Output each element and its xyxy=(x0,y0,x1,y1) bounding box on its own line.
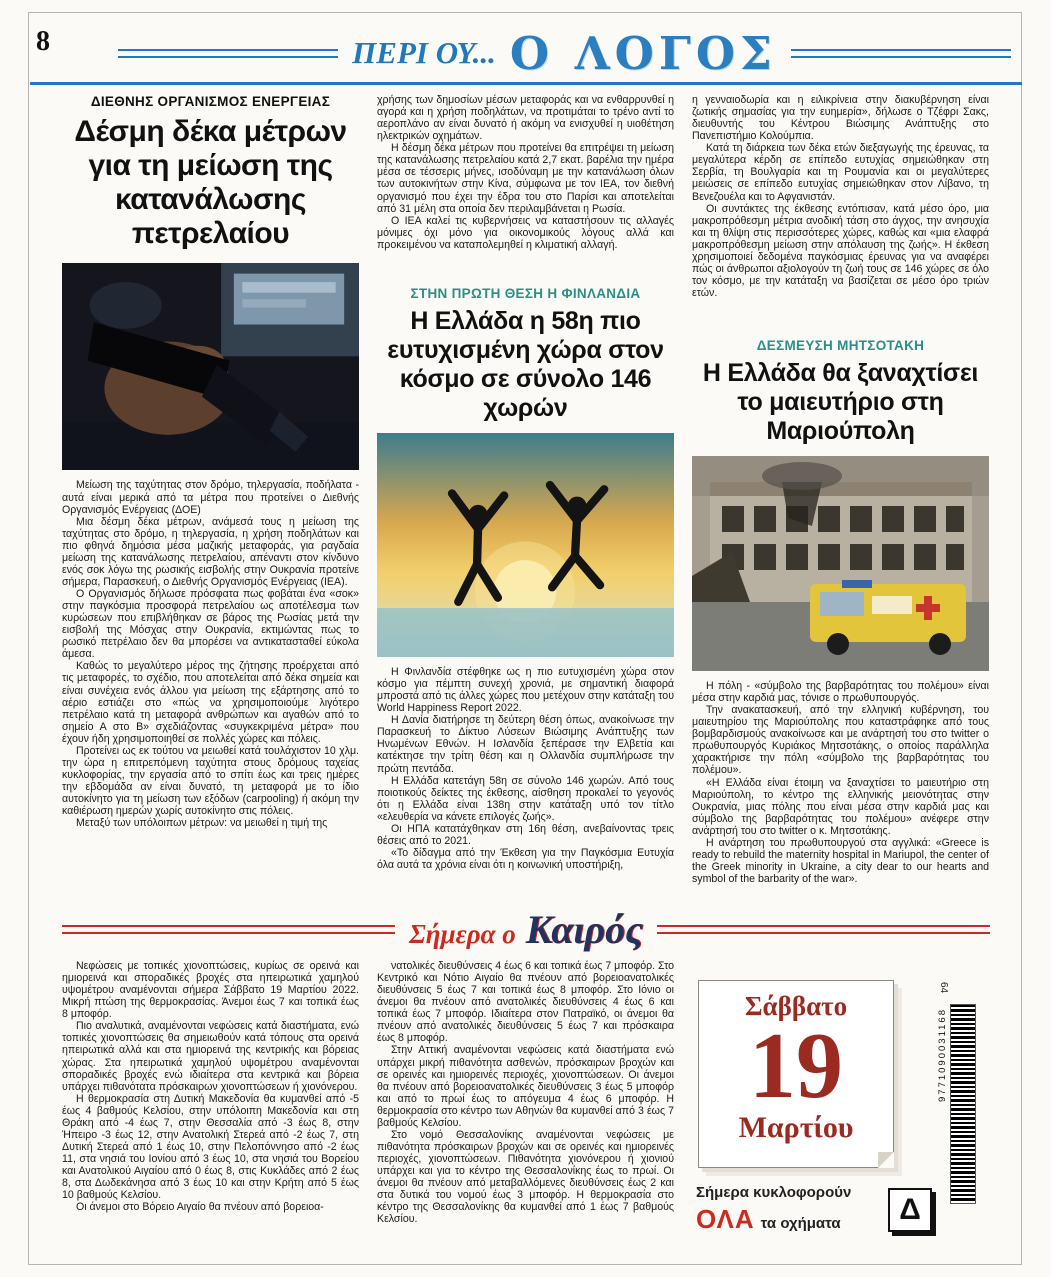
article-columns xyxy=(62,94,990,906)
body-paragraph: Την ανακατασκευή, από την ελληνική κυβέρνηση, του μαιευτηρίου της Μαριούπολης που καταστράφηκε από τους βομβαρδισμούς ανακοίνωσε και με ανάρτησή του στο twitter ο πρωθυπουργός Κυριάκος Μητσοτάκης, ο οποίος παράλληλα χαρακτήρισε την πόλη «σύμβολο της βαρβαρότητας του πολέμου». xyxy=(692,704,989,777)
mariupol-body xyxy=(692,680,989,885)
mariupol-headline: Η Ελλάδα θα ξαναχτίσει το μαιευτήριο στη Μαριούπολη xyxy=(702,359,979,445)
calendar-area xyxy=(692,958,990,1258)
issue-barcode xyxy=(932,981,976,1218)
happiness-body-continuation xyxy=(692,94,989,334)
body-paragraph: Οι ΗΠΑ κατατάχθηκαν στη 16η θέση, ανεβαίνοντας τρεις θέσεις από το 2021. xyxy=(377,822,674,847)
circulation-text xyxy=(696,1184,876,1235)
body-paragraph: Κατά τη διάρκεια των δέκα ετών διεξαγωγής της έρευνας, τα μεγαλύτερα κέρδη σε επίπεδο ευτυχίας σημειώθηκαν στη Σερβία, τη Βουλγαρία και τη Ρουμανία και οι μεγαλύτερες μειώσεις σε επίπεδο ευτυχίας σημειώθηκαν στον Λίβανο, τη Βενεζουέλα και το Αφγανιστάν. xyxy=(692,142,989,203)
weather-column-1 xyxy=(62,960,359,1256)
body-paragraph: Καθώς το μεγαλύτερο μέρος της ζήτησης προέρχεται από τις μεταφορές, το σχέδιο, που αποτελείται από δέκα σημεία και είναι συνέχεια ενός άλλου για μείωση της εξάρτησης από το αέριο εστιάζει στο «πώς να χρησιμοποιούμε λιγότερο πετρέλαιο κατά τη μεταφορά ανθρώπων και αγαθών από το σημείο Α στο Β» σχεδιάζοντας «συγκεκριμένα μέτρα» που έχουν ήδη χρησιμοποιηθεί σε πολλές χώρες και πόλεις. xyxy=(62,660,359,745)
body-paragraph: Η Ελλάδα κατετάγη 58η σε σύνολο 146 χωρών. Από τους ποιοτικούς δείκτες της έκθεσης, αίσθηση προκαλεί το γεγονός ότι η Ελλάδα είναι 138η στην κατάταξη υπό τον τίτλο «ελευθερία να κάνετε επιλογές ζωής». xyxy=(377,774,674,823)
body-paragraph: «Η Ελλάδα είναι έτοιμη να ξαναχτίσει το μαιευτήριο στη Μαριούπολη, το κέντρο της ελληνικής μειονότητας στην Ουκρανία, μιας πόλης που είναι μέσα στην καρδιά μας και σύμβολο της βαρβαρότητας του πολέμου» ανέφερε στην ανάρτησή του στο twitter ο κ. Μητσοτάκης. xyxy=(692,776,989,837)
masthead-right-rule xyxy=(791,49,1011,58)
circulation-line2 xyxy=(696,1203,876,1236)
weather-forecast-columns xyxy=(62,960,674,1256)
tear-off-calendar xyxy=(698,980,894,1168)
body-paragraph: Οι συντάκτες της έκθεσης εντόπισαν, κατά μέσο όρο, μια μακροπρόθεσμη μέτρια ανοδική τάση στο άγχος, την ανησυχία και τη θλίψη στις περισσότερες χώρες, καθώς και «μια ελαφρά μακροπρόθεσμη μείωση στην απόλαυση της ζωής». Η έκθεση χρησιμοποιεί δεδομένα παγκόσμιας έρευνας για να αναφέρει πώς οι άνθρωποι αξιολογούν τη ζωή τους σε 146 χώρες σε όλο τον κόσμο, με την κατάταξη να βασίζεται σε μέσο όρο τριών ετών. xyxy=(692,202,989,299)
fuel-pump-illustration xyxy=(62,263,359,471)
weather-title xyxy=(409,906,643,953)
calendar-date: 19 xyxy=(749,1014,843,1118)
calendar-month: Μαρτίου xyxy=(738,1111,854,1145)
fuel-pump-photo xyxy=(62,263,359,471)
weather-title-prefix: Σήμερα ο xyxy=(409,918,516,949)
body-paragraph: Οι άνεμοι στο Βόρειο Αιγαίο θα πνέουν από βορειοα- xyxy=(76,1201,324,1214)
section-masthead xyxy=(118,28,1011,78)
body-paragraph: «Το δίδαγμα από την Έκθεση για την Παγκόσμια Ευτυχία όλα αυτά τα χρόνια είναι ότι η κοινωνική υποστήριξη, xyxy=(377,846,674,872)
issue-code: 64 xyxy=(938,981,950,994)
masthead-newspaper-name: Ο ΛΟΓΟΣ xyxy=(509,26,777,80)
energy-body-col2 xyxy=(377,94,674,282)
body-paragraph: Η δέσμη δέκα μέτρων που προτείνει θα επιτρέψει τη μείωση της κατανάλωσης πετρελαίου κατά 2,7 εκατ. βαρέλια την ημέρα μέσα σε τέσσερις μήνες, ισοδύναμη με την κατανάλωση όλων των αυτοκινήτων στην Κίνα, σύμφωνα με τον ΙΕΑ, τον διεθνή οργανισμό που έχει την έδρα του στο Παρίσι και αποτελείται από 31 μέλη στα οποία δεν περιλαμβάνεται η Ρωσία. xyxy=(377,142,674,215)
header-divider-rule xyxy=(30,82,1022,85)
body-paragraph: Μεταξύ των υπόλοιπων μέτρων: να μειωθεί η τιμή της xyxy=(76,817,328,830)
circulation-all-label: ΟΛΑ xyxy=(696,1203,755,1234)
body-paragraph: Ο ΙΕΑ καλεί τις κυβερνήσεις να καταστήσουν τις αλλαγές μόνιμες όχι μόνο για οικονομικούς λόγους αλλά και προκειμένου να καταπολεμηθεί η κλιματική αλλαγή. xyxy=(377,214,674,251)
mariupol-hospital-photo xyxy=(692,456,989,671)
body-paragraph: Νεφώσεις με τοπικές χιονοπτώσεις, κυρίως σε ορεινά και ημιορεινά και σποραδικές βροχές στα ηπειρωτικά χαμηλού υψομέτρου αναμένονται σήμερα Σάββατο 19 Μαρτίου 2022. Μικρή πτώση της θερμοκρασίας. Άνεμοι έως 7 και τοπικά έως 8 μποφόρ. xyxy=(62,960,359,1021)
barcode-bars xyxy=(950,1004,976,1204)
column-happiness-article xyxy=(377,94,674,906)
circulation-line1: Σήμερα κυκλοφορούν xyxy=(696,1184,852,1201)
body-paragraph: Μείωση της ταχύτητας στον δρόμο, τηλεργασία, ποδήλατα - αυτά είναι μερικά από τα μέτρα που προτείνει ο Διεθνής Οργανισμός Ενέργειας (ΔΟΕ) xyxy=(62,479,359,516)
happiness-kicker: ΣΤΗΝ ΠΡΩΤΗ ΘΕΣΗ Η ΦΙΝΛΑΝΔΙΑ xyxy=(410,286,641,301)
sunset-jump-photo xyxy=(377,433,674,657)
body-paragraph: Στο νομό Θεσσαλονίκης αναμένονται νεφώσεις με πιθανότητα πρόσκαιρων βροχών και σε ορεινές και ημιορεινές περιοχές, χιονοπτώσεων. Πιθανότητα χιονόνερου ή χιονιού υπάρχει και για το κέντρο της Θεσσαλονίκης έως το πρωί. Οι άνεμοι θα πνέουν από μεταβαλλόμενες διευθύνσεις έως 2 και στα δυτικά του νομού έως 3 μποφόρ. Η θερμοκρασία στο κέντρο της Θεσσαλονίκης θα κυμανθεί από 1 έως 7 βαθμούς Κελσίου. xyxy=(377,1128,674,1226)
body-paragraph: Πιο αναλυτικά, αναμένονται νεφώσεις κατά διαστήματα, ενώ τοπικές χιονοπτώσεις θα σημειωθούν κατά τόπους στα ορεινά ηπειρωτικά αλλά και στα ημιορεινά της κεντρικής και βόρειας χώρας. Στα ηπειρωτικά χαμηλού υψομέτρου αναμένονται σποραδικές βροχές ενώ ιδιαίτερα στα κεντρικά και βόρεια υπάρχει πιθανότατα πρόσκαιρων χιονοπτώσεων ή χιονόνερου. xyxy=(62,1020,359,1093)
weather-section-header xyxy=(62,906,990,952)
page-number: 8 xyxy=(36,26,50,57)
weather-column-2 xyxy=(377,960,674,1256)
body-paragraph: η γενναιοδωρία και η ειλικρίνεια στην διακυβέρνηση είναι ζωτικής σημασίας για την ευημερία», δήλωσε ο Τζέφρι Σακς, διευθυντής του Κέντρου Βιώσιμης Ανάπτυξης στο Πανεπιστήμιο Κολούμπια. xyxy=(692,94,989,143)
masthead-left-rule xyxy=(118,49,338,58)
body-paragraph: Μια δέσμη δέκα μέτρων, ανάμεσά τους η μείωση της ταχύτητας στο δρόμο, η τηλεργασία, η χρήση ποδηλάτων και πιο φθηνά δημόσια μέσα μαζικής μεταφοράς, για ραγδαία μείωση της κατανάλωσης πετρελαίου, απέναντι στον κίνδυνο ενός σοκ λόγω της ρωσικής εισβολής στην Ουκρανία προτείνε σήμερα, Παρασκευή, ο Διεθνής Οργανισμός Ενέργειας (ΙΕΑ). xyxy=(62,515,359,588)
weather-title-word: Καιρός xyxy=(525,906,643,952)
body-paragraph: Η Φινλανδία στέφθηκε ως η πιο ευτυχισμένη χώρα στον κόσμο για πέμπτη συνεχή χρονιά, με σημαντική διαφορά μπροστά από τις άλλες χώρες που μετέχουν στην κατάταξη του World Happiness Report 2022. xyxy=(377,666,674,715)
mariupol-hospital-illustration xyxy=(692,456,989,671)
weather-right-rule xyxy=(657,925,990,934)
body-paragraph: Ο Οργανισμός δήλωσε πρόσφατα πως φοβάται ένα «σοκ» στην παγκόσμια προσφορά πετρελαίου ως αποτέλεσμα των κυρώσεων που επιβλήθηκαν σε βάρος της Ρωσίας μετά την εισβολή της Μόσχας στην Ουκρανία, εκτιμώντας πως το ρωσικό πετρέλαιο δεν θα μπορέσει να αντικατασταθεί εύκολα άμεσα. xyxy=(62,588,359,661)
column-mariupol-article xyxy=(692,94,989,906)
happiness-headline: Η Ελλάδα η 58η πιο ευτυχισμένη χώρα στον κόσμο σε σύνολο 146 χωρών xyxy=(387,307,664,422)
energy-kicker: ΔΙΕΘΝΗΣ ΟΡΓΑΝΙΣΜΟΣ ΕΝΕΡΓΕΙΑΣ xyxy=(90,94,331,109)
body-paragraph: Η θερμοκρασία στη Δυτική Μακεδονία θα κυμανθεί από -5 έως 4 βαθμούς Κελσίου, στην υπόλοιπη Μακεδονία και στη Θράκη από -4 έως 7, στην Θεσσαλία από -3 έως 8, στην Ήπειρο -3 έως 12, στην Ανατολική Στερεά από -2 έως 7, στη Δυτική Στερεά από 1 έως 10, στην Πελοπόννησο από -2 έως 11, στα νησιά του Ιονίου από 3 έως 10, στα νησιά του Βορείου και Ανατολικού Αιγαίου από 0 έως 8, στις Κυκλάδες από 2 έως 8, στα Δωδεκάνησα από 3 έως 10 και στην Κρήτη από 5 έως 10 βαθμούς Κελσίου. xyxy=(62,1092,359,1202)
sunset-jump-illustration xyxy=(377,433,674,657)
energy-body-col1 xyxy=(62,479,359,829)
energy-headline: Δέσμη δέκα μέτρων για τη μείωση της κατανάλωσης πετρελαίου xyxy=(74,115,347,250)
body-paragraph: Η πόλη - «σύμβολο της βαρβαρότητας του πολέμου» είναι μέσα στην καρδιά μας, τόνισε ο πρωθυπουργός. xyxy=(692,680,989,705)
mariupol-kicker: ΔΕΣΜΕΥΣΗ ΜΗΤΣΟΤΑΚΗ xyxy=(756,338,925,353)
barcode-number: 9771090031168 xyxy=(937,1008,948,1102)
happiness-body xyxy=(377,666,674,871)
body-paragraph: νατολικές διευθύνσεις 4 έως 6 και τοπικά έως 7 μποφόρ. Στο Κεντρικό και Νότιο Αιγαίο θα πνέουν από βορειοανατολικές διευθύνσεις 5 έως 7 και τοπικά έως 8 μποφόρ. Στο Ιόνιο οι άνεμοι θα πνέουν από ανατολικές διευθύνσεις 4 έως 6 και τοπικά έως 7 μποφόρ. Ιδιαίτερα στον Πατραϊκό, οι άνεμοι θα πνέουν από ανατολικές διευθύνσεις 5 έως 7 και πρόσκαιρα έως 8 μποφόρ. xyxy=(377,960,674,1045)
daktylios-delta-icon: Δ xyxy=(888,1188,932,1232)
body-paragraph: Η ανάρτηση του πρωθυπουργού στα αγγλικά: «Greece is ready to rebuild the maternity hospital in Mariupol, the center of the Greek minority in Ukraine, a city dear to our hearts and symbol of the barbarity of the war». xyxy=(692,836,989,885)
masthead-section-title: ΠΕΡΙ ΟΥ... xyxy=(352,35,496,70)
calendar-day-name: Σάββατο xyxy=(744,991,848,1021)
weather-left-rule xyxy=(62,925,395,934)
column-energy-article xyxy=(62,94,359,906)
body-paragraph: χρήσης των δημοσίων μέσων μεταφοράς και να ενθαρρυνθεί η αγορά και η χρήση ποδηλάτων, να προτιμάται το τρένο αντί το αεροπλάνο αν είναι δυνατό ή ακόμη να ενισχυθεί η υιοθέτηση ηλεκτρικών οχημάτων. xyxy=(377,94,674,143)
body-paragraph: Στην Αττική αναμένονται νεφώσεις κατά διαστήματα ενώ υπάρχει μικρή πιθανότητα ασθενών, πρόσκαιρων βροχών και σε ορεινές και ημιορεινές περιοχές, χιονοπτώσεων. Οι άνεμοι θα πνέουν από βορειοανατολικές διευθύνσεις 3 έως 5 μποφόρ και από το πρωί έως το απόγευμα 4 έως 6 μποφόρ. Η θερμοκρασία στο κέντρο των Αθηνών θα κυμανθεί από 3 έως 7 βαθμούς Κελσίου. xyxy=(377,1044,674,1129)
body-paragraph: Προτείνει ως εκ τούτου να μειωθεί κατά τουλάχιστον 10 χλμ. την ώρα η επιτρεπόμενη ταχύτητα στους δρόμους ταχείας κυκλοφορίας, την εργασία από το σπίτι έως και τρεις ημέρες την εβδομάδα αν είναι δυνατό, τη μεταφορά με το ίδιο αυτοκίνητο για τη μείωση των εξόδων (carpooling) ή ακόμη την καθιέρωση ημερών χωρίς αυτοκίνητο στις πόλεις. xyxy=(62,744,359,818)
body-paragraph: Η Δανία διατήρησε τη δεύτερη θέση όπως, ανακοίνωσε την Παρασκευή το Δίκτυο Λύσεων Βιώσιμης Ανάπτυξης των Ηνωμένων Εθνών. Η Ισλανδία ξεπέρασε την Ελβετία και κατέκτησε την τρίτη θέση και η Ολλανδία συμπλήρωσε την πρώτη πεντάδα. xyxy=(377,714,674,775)
traffic-circulation-note xyxy=(696,1184,932,1235)
circulation-vehicles-label: τα οχήματα xyxy=(760,1214,841,1232)
